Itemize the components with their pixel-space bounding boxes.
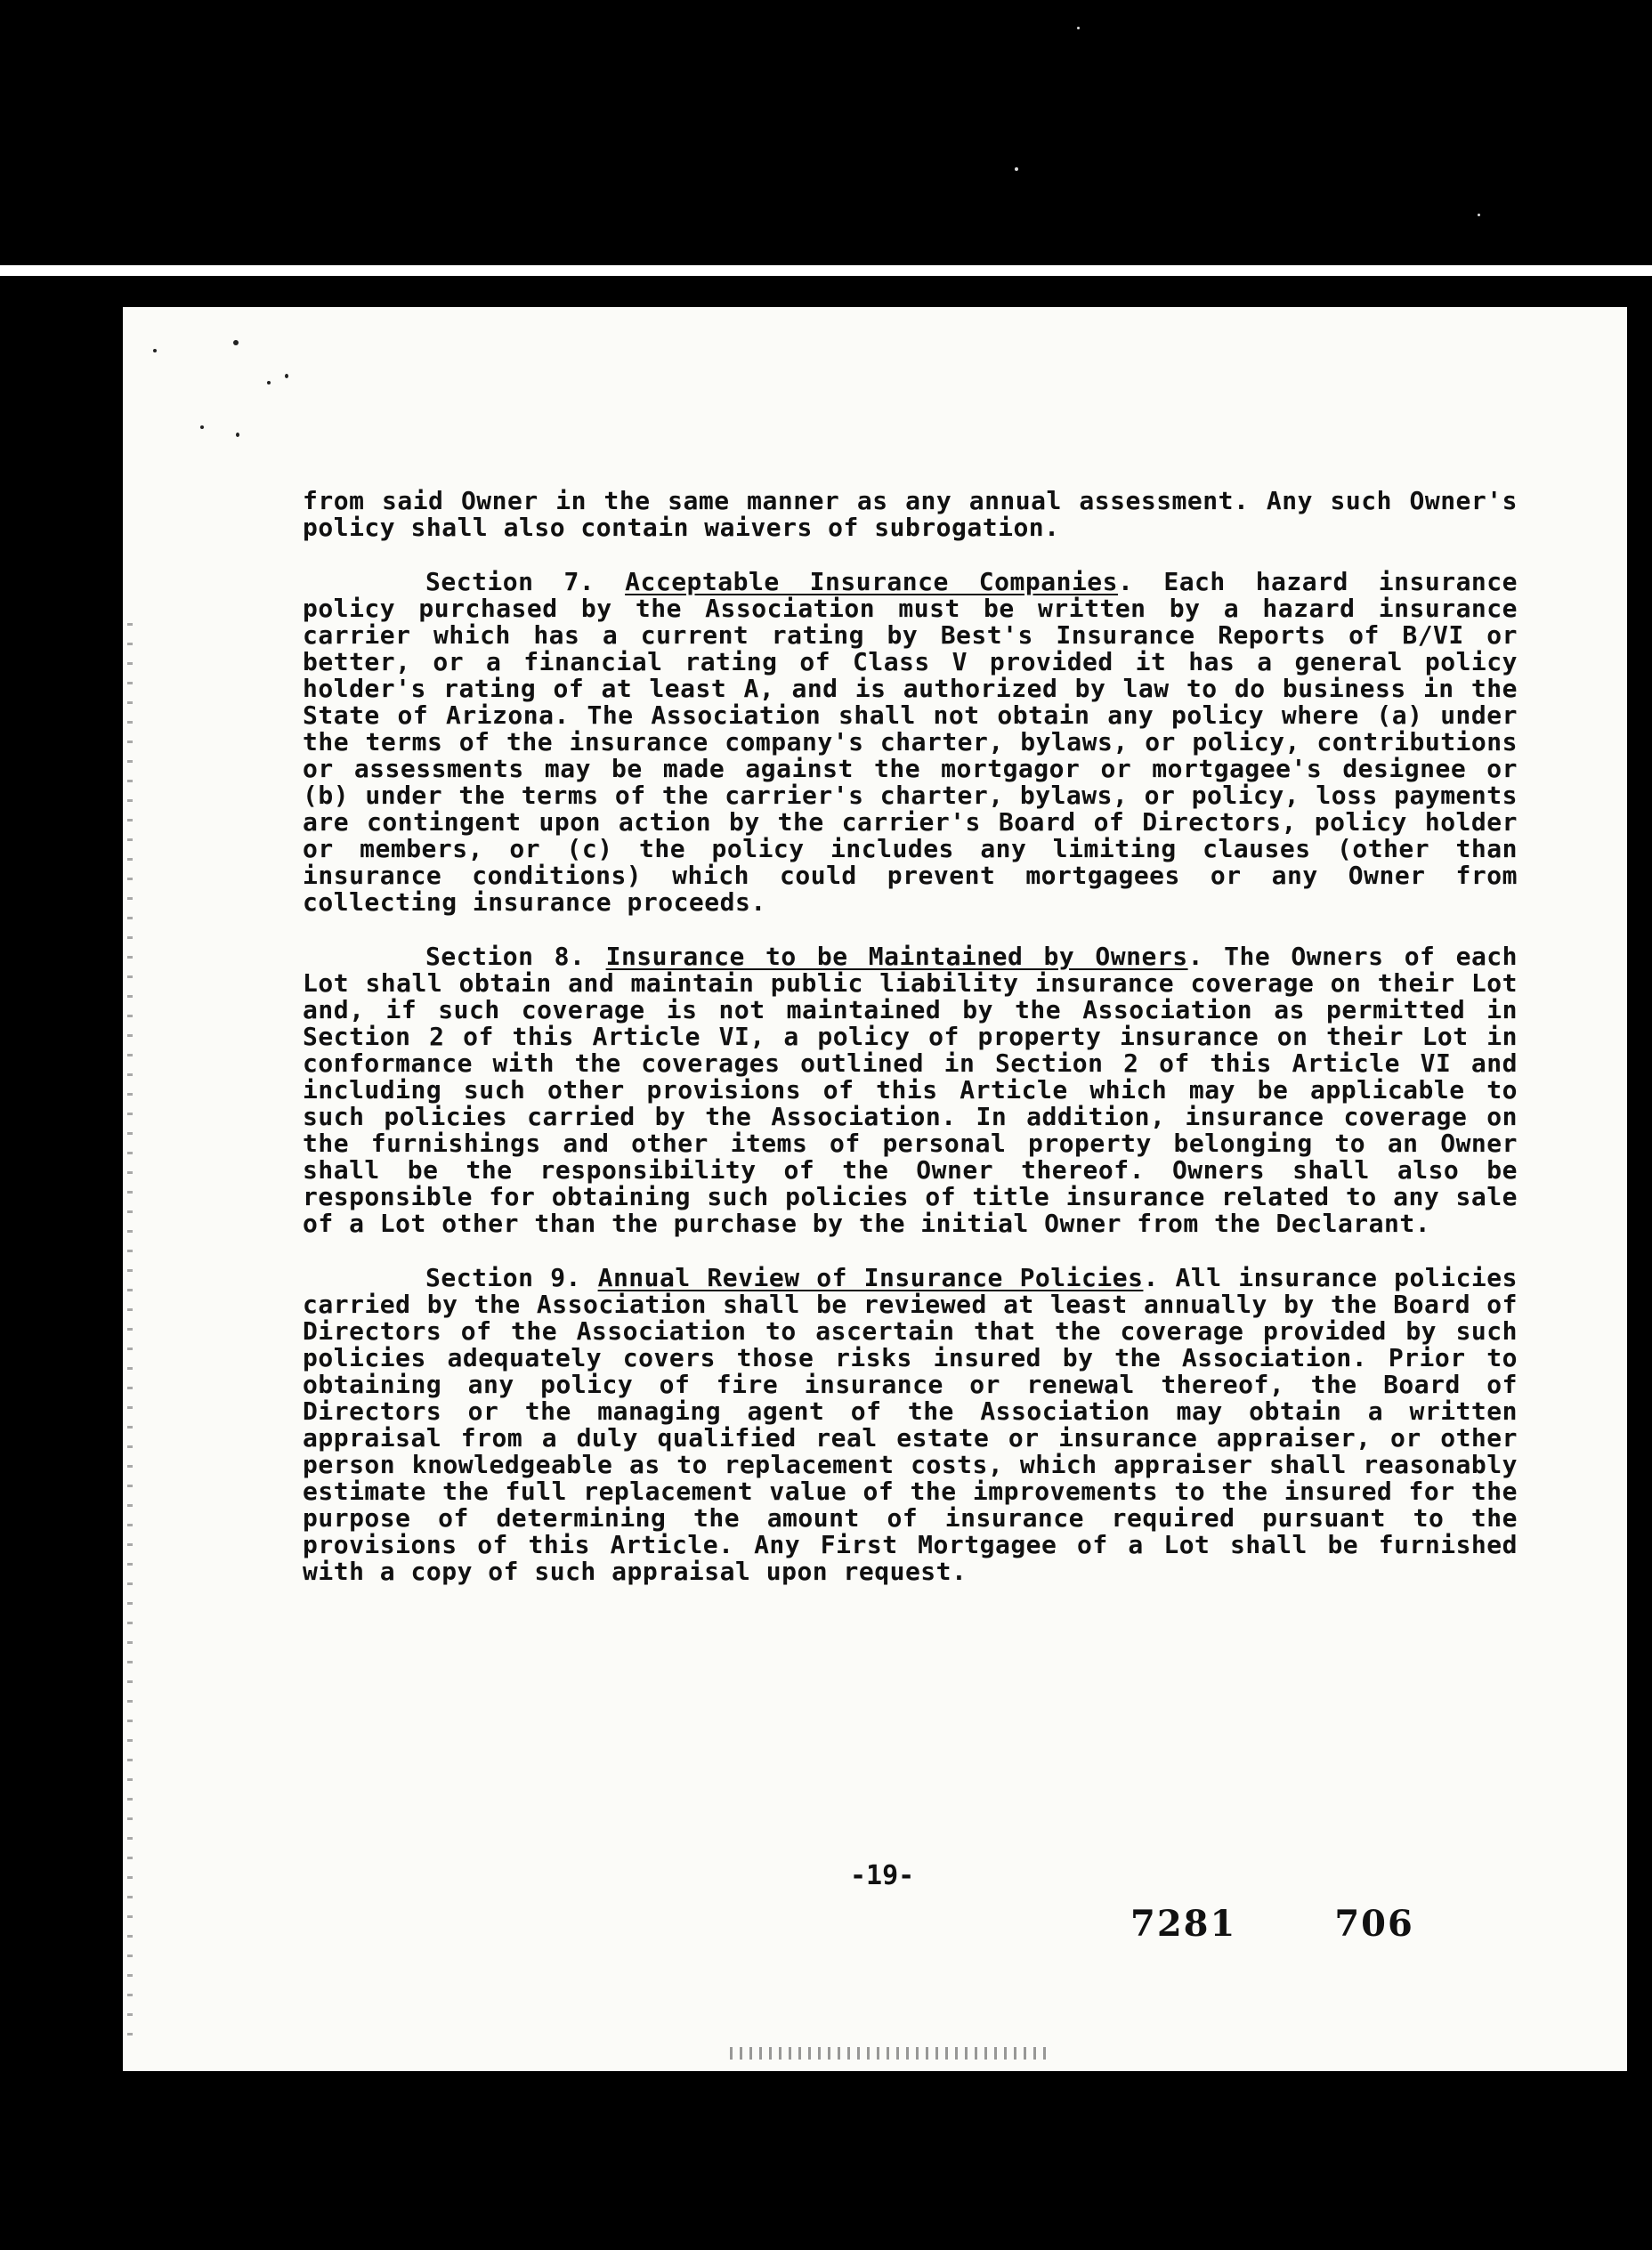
scan-speck (233, 340, 239, 345)
recording-book: 7281 (1130, 1903, 1237, 1945)
section-8 (303, 943, 1518, 1237)
section-7-number: Section 7. (425, 567, 595, 596)
scan-noise (730, 2047, 1050, 2060)
continuation-paragraph: from said Owner in the same manner as any annual assessment. Any such Owner's policy shall also contain waivers of subrogation. (303, 486, 1518, 542)
section-9-body: . All insurance policies carried by the Association shall be reviewed at least annually by the Board of Directors of the Association to ascertain that the coverage provided by such policies adequately covers those risks insured by the Association. Prior to obtaining any policy of fire insurance or renewal thereof, the Board of Directors or the managing agent of the Association may obtain a written appraisal from a duly qualified real estate or insurance appraiser, or other person knowledgeable as to replacement costs, which appraiser shall reasonably estimate the full replacement value of the improvements to the insured for the purpose of determining the amount of insurance required pursuant to the provisions of this Article. Any First Mortgagee of a Lot shall be furnished with a copy of such appraisal upon request. (303, 1263, 1518, 1586)
scan-speck (1478, 214, 1480, 216)
page-number: -19- (850, 1860, 915, 1891)
section-9 (303, 1265, 1518, 1585)
scan-speck (236, 433, 239, 437)
scan-speck (1015, 167, 1018, 171)
section-8-body: . The Owners of each Lot shall obtain and maintain public liability insurance coverage on their Lot and, if such coverage is not maintained by the Association as permitted in Section 2 of this Article VI, a policy of property insurance on their Lot in conformance with the coverages outlined in Section 2 of this Article VI and including such other provisions of this Article which may be applicable to such policies carried by the Association. In addition, insurance coverage on the furnishings and other items of personal property belonging to an Owner shall be the responsibility of the Owner thereof. Owners shall also be responsible for obtaining such policies of title insurance related to any sale of a Lot other than the purchase by the initial Owner from the Declarant. (303, 942, 1518, 1238)
section-7 (303, 569, 1518, 916)
recording-reference (1130, 1903, 1414, 1945)
section-8-number: Section 8. (425, 942, 586, 971)
section-7-heading: Acceptable Insurance Companies (625, 567, 1119, 596)
scan-edge-line (0, 265, 1652, 276)
recording-page: 706 (1334, 1903, 1414, 1945)
scan-speck (267, 381, 271, 384)
scan-speck (200, 425, 204, 429)
scan-speck (153, 349, 157, 352)
scan-speck (1077, 27, 1080, 29)
section-8-heading: Insurance to be Maintained by Owners (605, 942, 1188, 971)
scan-top-border (0, 0, 1652, 198)
section-9-number: Section 9. (425, 1263, 581, 1292)
scan-margin-specks (127, 623, 133, 2047)
section-7-body: . Each hazard insurance policy purchased by the Association must be written by a hazard insurance carrier which has a current rating by Best's Insurance Reports of B/VI or better, or a financial rating of Class V provided it has a general policy holder's rating of at least A, and is authorized by law to do business in the State of Arizona. The Association shall not obtain any policy where (a) under the terms of the insurance company's charter, bylaws, or policy, contributions or assessments may be made against the mortgagor or mortgagee's designee or (b) under the terms of the carrier's charter, bylaws, or policy, loss payments are contingent upon action by the carrier's Board of Directors, policy holder or members, or (c) the policy includes any limiting clauses (other than insurance conditions) which could prevent mortgagees or any Owner from collecting insurance proceeds. (303, 567, 1518, 917)
scan-speck (285, 374, 288, 378)
section-9-heading: Annual Review of Insurance Policies (597, 1263, 1144, 1292)
document-body (303, 488, 1518, 1613)
